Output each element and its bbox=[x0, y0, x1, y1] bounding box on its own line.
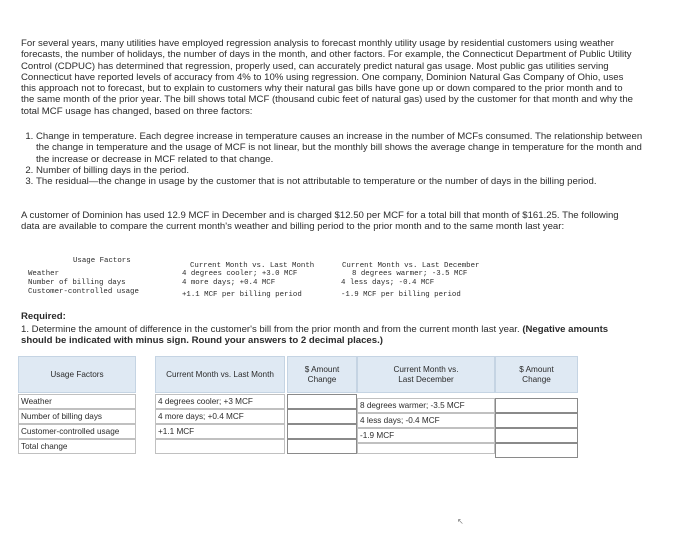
header-last-december: Current Month vs. Last December bbox=[357, 356, 495, 393]
cell-last-month: +1.1 MCF bbox=[155, 424, 285, 439]
amount-input-last-dec-billing-days[interactable] bbox=[495, 413, 578, 428]
required-text bbox=[21, 324, 641, 347]
cell-last-month bbox=[155, 439, 285, 454]
mono-row-last-dec: 4 less days; -0.4 MCF bbox=[341, 279, 435, 287]
list-item: 2. Number of billing days in the period. bbox=[36, 165, 648, 176]
required-heading: Required: bbox=[21, 311, 66, 322]
header-amount-change-1: $ Amount Change bbox=[287, 356, 357, 393]
amount-input-last-month-customer-usage[interactable] bbox=[287, 424, 357, 439]
cell-last-dec: 8 degrees warmer; -3.5 MCF bbox=[357, 398, 495, 413]
row-label-total-change: Total change bbox=[18, 439, 136, 454]
header-last-month: Current Month vs. Last Month bbox=[155, 356, 285, 393]
amount-input-last-month-weather[interactable] bbox=[287, 394, 357, 409]
mono-row-last-month: +1.1 MCF per billing period bbox=[182, 291, 302, 299]
mono-row-last-dec: -1.9 MCF per billing period bbox=[341, 291, 461, 299]
amount-input-last-dec-customer-usage[interactable] bbox=[495, 428, 578, 443]
amount-input-last-dec-total[interactable] bbox=[495, 443, 578, 458]
cursor-icon: ↖ bbox=[457, 517, 464, 526]
list-item: 3. The residual—the change in usage by the customer that is not attributable to temperature or the number of days in the billing period. bbox=[36, 176, 648, 187]
customer-paragraph: A customer of Dominion has used 12.9 MCF in December and is charged $12.50 per MCF for a total bill that month of $161.25. The following data are available to compare the current month's weather and billing period to the prior month and to the same month last year: bbox=[21, 210, 619, 233]
header-amount-change-2: $ Amount Change bbox=[495, 356, 578, 393]
mono-header-factor: Usage Factors bbox=[73, 257, 131, 265]
factor-list bbox=[18, 131, 648, 187]
list-item: 1. Change in temperature. Each degree increase in temperature causes an increase in the number of MCFs consumed. The relationship between the change in temperature and the usage of MCF is not linear, but the monthly bill shows the average change in temperature for the month and the increase or decrease in MCF related to that change. bbox=[36, 131, 648, 165]
row-label-customer-usage: Customer-controlled usage bbox=[18, 424, 136, 439]
amount-input-last-month-billing-days[interactable] bbox=[287, 409, 357, 424]
cell-last-dec: 4 less days; -0.4 MCF bbox=[357, 413, 495, 428]
mono-row-label: Weather bbox=[28, 270, 60, 278]
cell-last-month: 4 degrees cooler; +3 MCF bbox=[155, 394, 285, 409]
mono-row-last-dec: 8 degrees warmer; -3.5 MCF bbox=[352, 270, 468, 278]
required-instruction: (Negative amounts should be indicated with minus sign. Round your answers to 2 decimal places.) bbox=[21, 324, 609, 347]
mono-row-last-month: 4 more days; +0.4 MCF bbox=[182, 279, 276, 287]
intro-paragraph: For several years, many utilities have employed regression analysis to forecast monthly utility usage by residential customers using weather forecasts, the number of holidays, the number of days in the month, and other factors. For example, the Connecticut Department of Public Utility Control (CDPUC) has determined that regression, properly used, can accurately predict natural gas usage. Most public gas utilities serving Connecticut have reported levels of accuracy from 4% to 10% using regression. One company, Dominion Natural Gas Company of Ohio, uses this approach not to forecast, but to explain to customers why their natural gas bills have gone up or down compared to the prior month and to the same month of the prior year. The bill shows total MCF (thousand cubic feet of natural gas) used by the customer for that month and why the total MCF usage has changed, based on three factors: bbox=[21, 38, 634, 117]
cell-last-dec: -1.9 MCF bbox=[357, 428, 495, 443]
mono-row-label: Customer-controlled usage bbox=[28, 288, 139, 296]
mono-row-label: Number of billing days bbox=[28, 279, 126, 287]
row-label-billing-days: Number of billing days bbox=[18, 409, 136, 424]
mono-header-last-month: Current Month vs. Last Month bbox=[190, 262, 315, 270]
answer-table bbox=[18, 356, 578, 494]
header-usage-factors: Usage Factors bbox=[18, 356, 136, 393]
cell-last-month: 4 more days; +0.4 MCF bbox=[155, 409, 285, 424]
amount-input-last-dec-weather[interactable] bbox=[495, 398, 578, 413]
cell-last-dec bbox=[357, 443, 495, 454]
required-question: 1. Determine the amount of difference in the customer's bill from the prior month and from the current month last year. bbox=[21, 324, 520, 335]
amount-input-last-month-total[interactable] bbox=[287, 439, 357, 454]
mono-header-last-dec: Current Month vs. Last December bbox=[342, 262, 480, 270]
mono-row-last-month: 4 degrees cooler; +3.0 MCF bbox=[182, 270, 298, 278]
row-label-weather: Weather bbox=[18, 394, 136, 409]
